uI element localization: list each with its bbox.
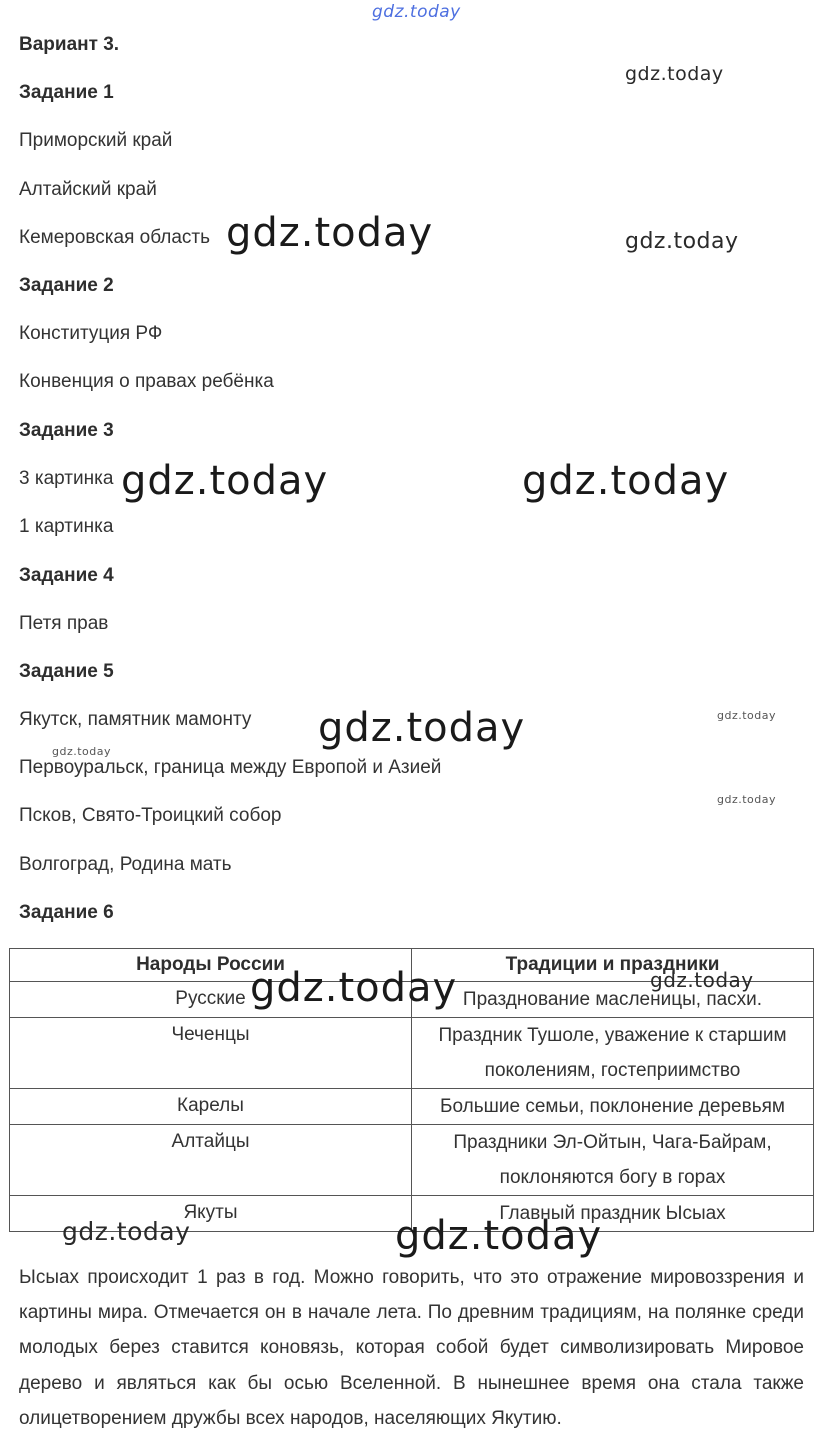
table-cell-traditions: Праздники Эл-Ойтын, Чага-Байрам, поклоняются богу в горах [412,1125,814,1196]
task-1-title: Задание 1 [19,82,114,103]
table-cell-traditions: Главный праздник Ысыах [412,1196,814,1232]
watermark: gdz.today [395,1213,603,1259]
table-row [10,1089,814,1125]
table-cell-people: Чеченцы [10,1018,412,1089]
task-3-title: Задание 3 [19,420,114,441]
watermark: gdz.today [522,458,730,504]
table-cell-traditions: Большие семьи, поклонение деревьям [412,1089,814,1125]
watermark: gdz.today [625,63,724,85]
table-cell-traditions: Празднование масленицы, пасхи. [412,982,814,1018]
table-cell-people: Карелы [10,1089,412,1125]
watermark: gdz.today [52,745,112,758]
task-2-title: Задание 2 [19,275,114,296]
watermark: gdz.today [62,1217,191,1246]
watermark: gdz.today [250,965,458,1011]
task-1-answer-1: Приморский край [19,130,173,151]
task-5-answer-3: Псков, Свято-Троицкий собор [19,805,282,826]
table-row [10,1125,814,1196]
task-3-answer-1: 3 картинка [19,468,114,489]
task-5-answer-2: Первоуральск, граница между Европой и Азией [19,757,442,778]
watermark: gdz.today [717,793,777,806]
task-4-title: Задание 4 [19,565,114,586]
task-6-title: Задание 6 [19,902,114,923]
table-row [10,1018,814,1089]
watermark: gdz.today [121,458,329,504]
task-4-answer-1: Петя прав [19,613,109,634]
task-5-answer-4: Волгоград, Родина мать [19,854,232,875]
table-header-peoples: Народы России [10,949,412,982]
watermark: gdz.today [226,210,434,256]
table-header-traditions: Традиции и праздники [412,949,814,982]
task-1-answer-3: Кемеровская область [19,227,210,248]
variant-title: Вариант 3. [19,34,120,55]
task-2-answer-2: Конвенция о правах ребёнка [19,371,274,392]
watermark: gdz.today [650,968,754,992]
ysyakh-paragraph: Ысыах происходит 1 раз в год. Можно говорить, что это отражение мировоззрения и картины мира. Отмечается он в начале лета. По древним традициям, на полянке среди молодых берез ставится коновязь, которая собой будет символизировать Мировое дерево и являться как бы осью Вселенной. В нынешнее время она стала также олицетворением дружбы всех народов, населяющих Якутию. [19,1267,804,1429]
watermark: gdz.today [318,705,526,751]
task-3-answer-2: 1 картинка [19,516,114,537]
watermark: gdz.today [625,229,739,254]
watermark: gdz.today [717,709,777,722]
table-cell-people: Русские [10,982,412,1018]
task-2-answer-1: Конституция РФ [19,323,163,344]
table-cell-people: Якуты [10,1196,412,1232]
table-cell-people: Алтайцы [10,1125,412,1196]
task-5-answer-1: Якутск, памятник мамонту [19,709,252,730]
table-cell-traditions: Праздник Тушоле, уважение к старшим поколениям, гостеприимство [412,1018,814,1089]
task-5-title: Задание 5 [19,661,114,682]
watermark: gdz.today [372,2,461,22]
task-1-answer-2: Алтайский край [19,179,157,200]
